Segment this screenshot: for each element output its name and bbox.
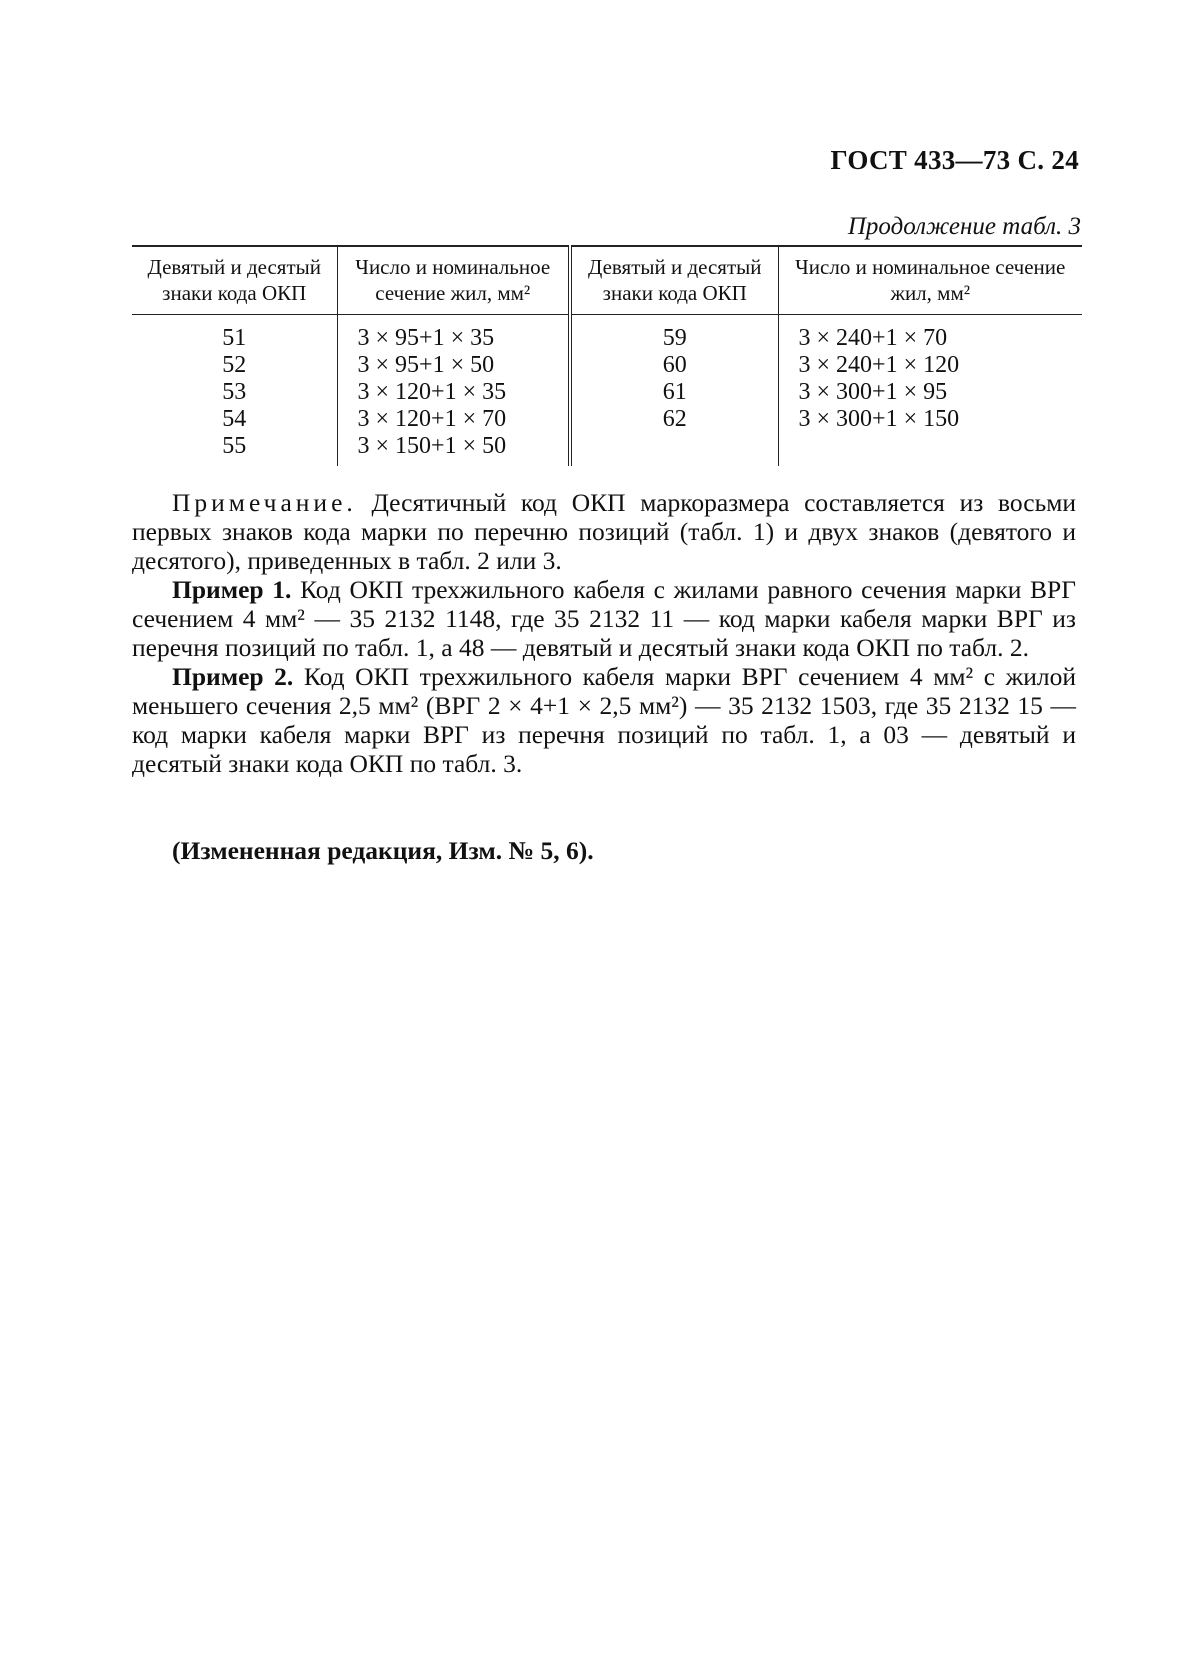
table-caption: Продолжение табл. 3 xyxy=(847,213,1081,240)
code-value: 62 xyxy=(662,406,687,432)
okp-table xyxy=(132,245,1082,466)
section-value: 3 × 300+1 × 150 xyxy=(798,406,960,432)
example1-label: Пример 1. xyxy=(172,575,292,604)
section-value: 3 × 120+1 × 70 xyxy=(357,406,507,432)
code-value: 51 xyxy=(222,325,247,351)
note-paragraph xyxy=(132,488,1076,575)
table-header-row xyxy=(132,246,1082,315)
code-value: 53 xyxy=(222,379,247,405)
col-header-code-left: Девятый и десятый знаки кода ОКП xyxy=(132,246,337,315)
code-value: 55 xyxy=(222,433,247,459)
example1-paragraph xyxy=(132,575,1076,662)
section-value: 3 × 240+1 × 70 xyxy=(798,325,948,351)
section-value: 3 × 240+1 × 120 xyxy=(798,352,960,378)
code-value: 60 xyxy=(662,352,687,378)
page-header: ГОСТ 433—73 С. 24 xyxy=(830,145,1079,175)
example2-label: Пример 2. xyxy=(172,662,294,691)
body-text xyxy=(132,488,1076,778)
note-text: Десятичный код ОКП маркоразмера составляется из восьми первых знаков кода марки по перечню позиций (табл. 1) и двух знаков (девятого и десятого), приведенных в табл. 2 или 3. xyxy=(132,488,1076,575)
example2-text: Код ОКП трехжильного кабеля марки ВРГ сечением 4 мм² с жилой меньшего сечения 2,5 мм² (ВРГ 2 × 4+1 × 2,5 мм²) — 35 2132 1503, где 35 2132 15 — код марки кабеля марки ВРГ из перечня позиций по табл. 1, а 03 — девятый и десятый знаки кода ОКП по табл. 3. xyxy=(132,662,1076,778)
example1-text: Код ОКП трехжильного кабеля с жилами равного сечения марки ВРГ сечением 4 мм² — 35 2132 1148, где 35 2132 11 — код марки кабеля марки ВРГ из перечня позиций по табл. 1, а 48 — девятый и десятый знаки кода ОКП по табл. 2. xyxy=(132,575,1076,662)
table-row xyxy=(132,315,1082,467)
code-value: 61 xyxy=(662,379,687,405)
codes-left-cell xyxy=(132,315,337,467)
section-value: 3 × 120+1 × 35 xyxy=(357,379,507,405)
section-value: 3 × 95+1 × 35 xyxy=(357,325,495,351)
sections-left-cell xyxy=(337,315,570,467)
section-value: 3 × 300+1 × 95 xyxy=(798,379,948,405)
col-header-section-left: Число и номинальное сечение жил, мм² xyxy=(337,246,570,315)
col-header-section-right: Число и номинальное сечение жил, мм² xyxy=(778,246,1082,315)
section-value: 3 × 95+1 × 50 xyxy=(357,352,495,378)
note-label: Примечание. xyxy=(172,488,357,517)
codes-right-cell xyxy=(570,315,778,467)
code-value: 54 xyxy=(222,406,247,432)
example2-paragraph xyxy=(132,662,1076,778)
sections-right-cell xyxy=(778,315,1082,467)
edit-note: (Измененная редакция, Изм. № 5, 6). xyxy=(172,836,594,865)
code-value: 52 xyxy=(222,352,247,378)
col-header-code-right: Девятый и десятый знаки кода ОКП xyxy=(570,246,778,315)
code-value: 59 xyxy=(662,325,687,351)
section-value: 3 × 150+1 × 50 xyxy=(357,433,507,459)
